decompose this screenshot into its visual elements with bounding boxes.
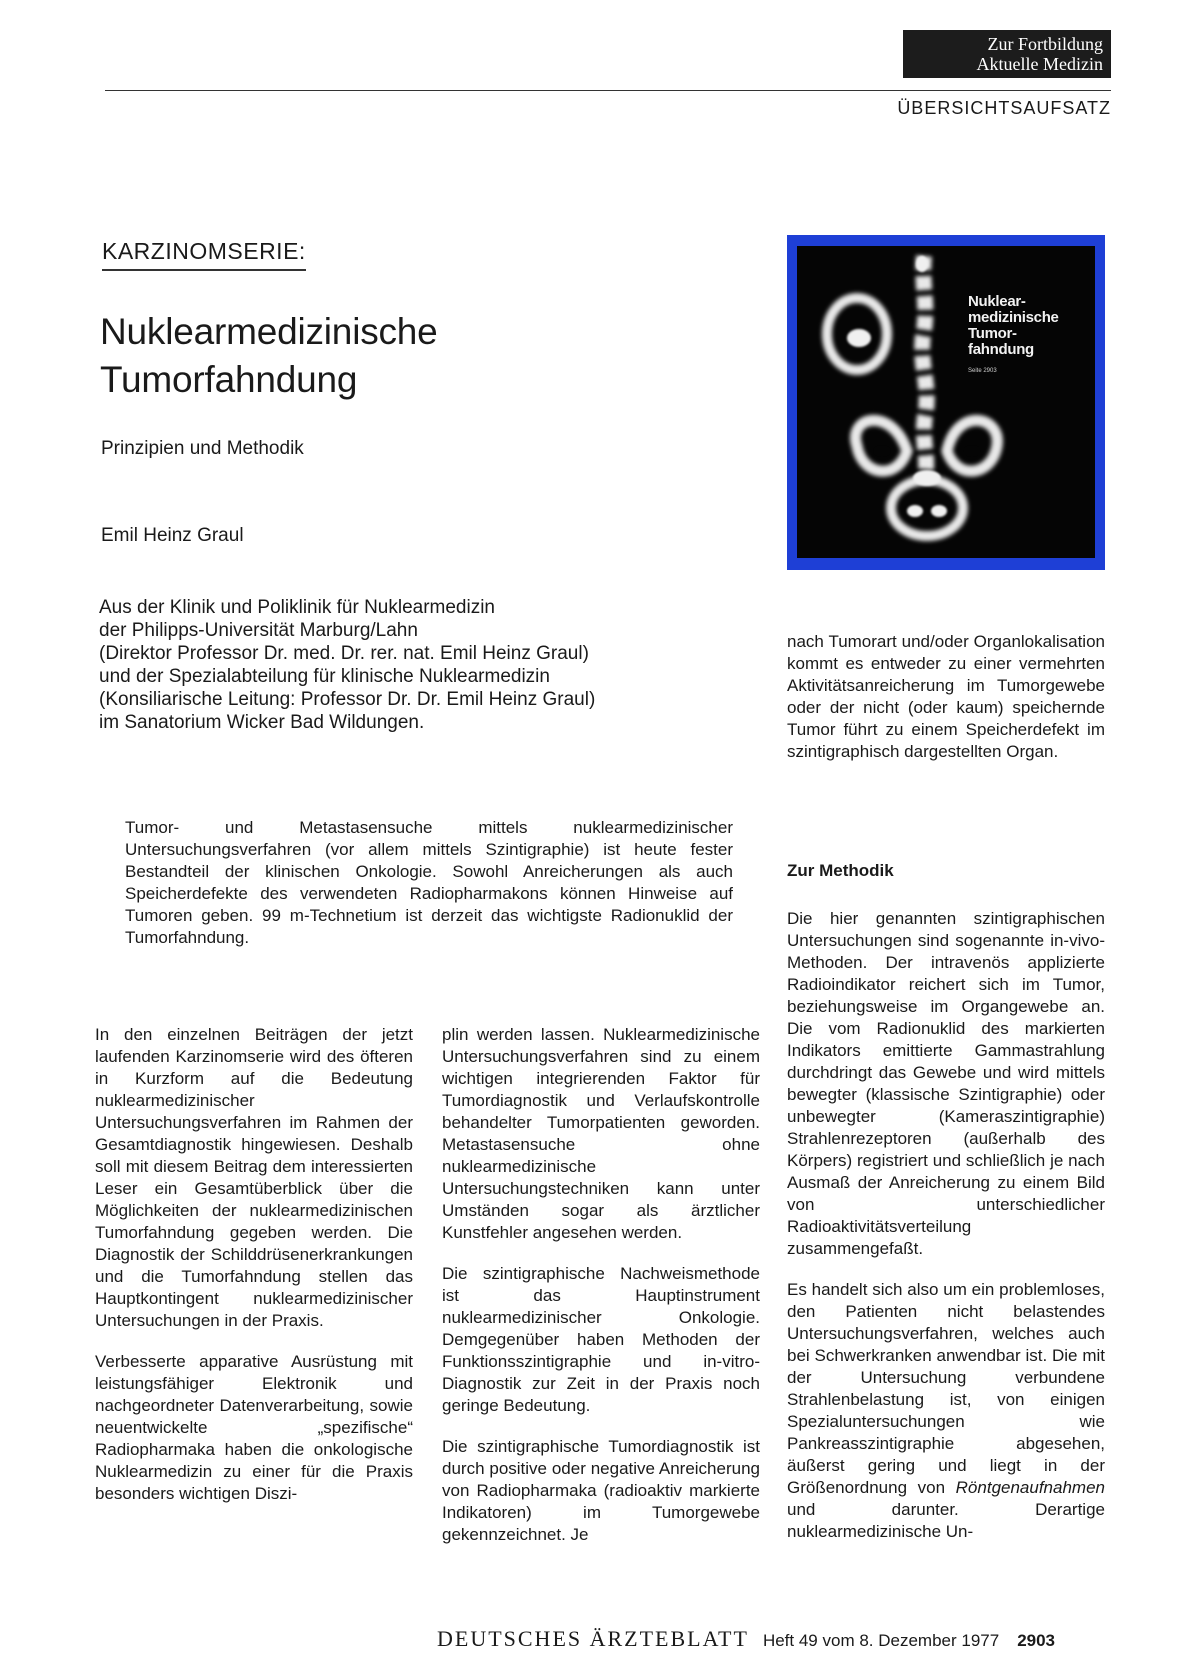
affiliation-line: Aus der Klinik und Poliklinik für Nuklearmedizin <box>99 597 496 618</box>
paragraph-text: und darunter. Derartige nuklearmedizinische Un- <box>787 1500 1105 1541</box>
issue-info: Heft 49 vom 8. Dezember 1977 <box>762 1631 1000 1650</box>
affiliation-line: und der Spezialabteilung für klinische Nuklearmedizin <box>99 666 550 687</box>
paragraph: Die szintigraphische Nachweismethode ist das Hauptinstrument nuklearmedizinischer Onkologie. Demgegenüber haben Methoden der Funktionsszintigraphie und in-vitro-Diagnostik zur Zeit in der Praxis noch geringe Bedeutung. <box>442 1264 760 1415</box>
article-title <box>100 308 438 404</box>
journal-name: DEUTSCHES ÄRZTEBLATT <box>437 1626 749 1651</box>
page-number: 2903 <box>1017 1631 1056 1650</box>
cover-page-ref: Seite 2903 <box>968 368 997 374</box>
text-column-3 <box>787 860 1105 1562</box>
title-line-2: Tumorfahndung <box>100 359 358 400</box>
section-heading: Zur Methodik <box>787 861 894 880</box>
affiliation <box>99 596 595 734</box>
cover-title-line: medizinische <box>968 309 1059 326</box>
text-column-2 <box>442 1024 760 1565</box>
title-line-1: Nuklearmedizinische <box>100 311 438 352</box>
abstract: Tumor- und Metastasensuche mittels nuklearmedizinischer Untersuchungsverfahren (vor allem mittels Szintigraphie) ist heute fester Bestandteil der klinischen Onkologie. Sowohl Anreicherungen als auch Speicherdefekte des verwendeten Radiopharmakons können Hinweise auf Tumoren geben. 99 m-Technetium ist derzeit das wichtigste Radionuklid der Tumorfahndung. <box>125 818 733 947</box>
paragraph: Die hier genannten szintigraphischen Untersuchungen sind sogenannte in-vivo-Methoden. Der intravenös applizierte Radioindikator reichert sich im Tumor, beziehungsweise im Organgewebe an. Die vom Radionuklid des markierten Indikators emittierte Gammastrahlung durchdringt das Gewebe und wird mittels bewegter (klassische Szintigraphie) oder unbewegter (Kameraszintigraphie) Strahlenrezeptoren (außerhalb des Körpers) registriert und schließlich je nach Ausmaß der Anreicherung zu einem Bild von unterschiedlicher Radioaktivitätsverteilung zusammengefaßt. <box>787 909 1105 1258</box>
paragraph: In den einzelnen Beiträgen der jetzt laufenden Karzinomserie wird des öfteren in Kurzform auf die Bedeutung nuklearmedizinischer Untersuchungsverfahren im Rahmen der Gesamtdiagnostik hingewiesen. Deshalb soll mit diesem Beitrag dem interessierten Leser ein Gesamtüberblick über die Möglichkeiten der nuklearmedizinischen Tumorfahndung gegeben werden. Die Diagnostik der Schilddrüsenerkrankungen und die Tumorfahndung stellen das Hauptkontingent nuklearmedizinischer Untersuchungen in der Praxis. <box>95 1025 413 1330</box>
paragraph: plin werden lassen. Nuklearmedizinische Untersuchungsverfahren sind zu einem wichtigen integrierenden Faktor für Tumordiagnostik und Verlaufskontrolle behandelter Tumorpatienten geworden. Metastasensuche ohne nuklearmedizinische Untersuchungstechniken kann unter Umständen sogar als ärztlicher Kunstfehler angesehen werden. <box>442 1025 760 1242</box>
paragraph-text: Es handelt sich also um ein problemloses, den Patienten nicht belastendes Untersuchungsverfahren, welches auch bei Schwerkranken anwendbar ist. Die mit der Untersuchung verbundene Strahlenbelastung ist, von einigen Spezialuntersuchungen wie Pankreasszintigraphie abgesehen, äußerst gering und liegt in der Größenordnung von <box>787 1280 1105 1497</box>
cover-title <box>968 294 1059 358</box>
scintigram-illustration <box>797 246 1095 558</box>
paragraph: Verbesserte apparative Ausrüstung mit leistungsfähiger Elektronik und nachgeordneter Datenverarbeitung, sowie neuentwickelte „spezifische“ Radiopharmaka haben die onkologische Nuklearmedizin zu einer für die Praxis besonders wichtigen Diszi- <box>95 1352 413 1503</box>
article-subtitle: Prinzipien und Methodik <box>101 438 304 459</box>
author: Emil Heinz Graul <box>101 525 244 546</box>
paragraph <box>787 1279 1105 1543</box>
paragraph: Die szintigraphische Tumordiagnostik ist durch positive oder negative Anreicherung von Radiopharmaka (radioaktiv markierte Indikatoren) im Tumorgewebe gekennzeichnet. Je <box>442 1437 760 1544</box>
page-footer <box>437 1626 1055 1652</box>
header-rule <box>105 90 1111 91</box>
cover-image <box>797 246 1095 558</box>
cover-title-line: Nuklear- <box>968 293 1026 310</box>
section-badge <box>903 30 1111 78</box>
text-column-1 <box>95 1024 413 1524</box>
badge-line-1: Zur Fortbildung <box>987 34 1103 54</box>
affiliation-line: der Philipps-Universität Marburg/Lahn <box>99 620 418 641</box>
affiliation-line: (Konsiliarische Leitung: Professor Dr. Dr. Emil Heinz Graul) <box>99 689 596 710</box>
affiliation-line: (Direktor Professor Dr. med. Dr. rer. nat. Emil Heinz Graul) <box>99 643 589 664</box>
section-label: ÜBERSICHTSAUFSATZ <box>897 98 1111 118</box>
cover-title-line: fahndung <box>968 341 1034 358</box>
series-label: KARZINOMSERIE: <box>102 238 306 271</box>
paragraph-right-top: nach Tumorart und/oder Organlokalisation kommt es entweder zu einer vermehrten Aktivitätsanreicherung im Tumorgewebe oder der nicht (oder kaum) speichernde Tumor führt zu einem Speicherdefekt im szintigraphisch dargestellten Organ. <box>787 632 1105 761</box>
emphasis: Röntgenaufnahmen <box>955 1478 1105 1497</box>
cover-title-line: Tumor- <box>968 325 1017 342</box>
affiliation-line: im Sanatorium Wicker Bad Wildungen. <box>99 712 425 733</box>
badge-line-2: Aktuelle Medizin <box>976 54 1103 74</box>
